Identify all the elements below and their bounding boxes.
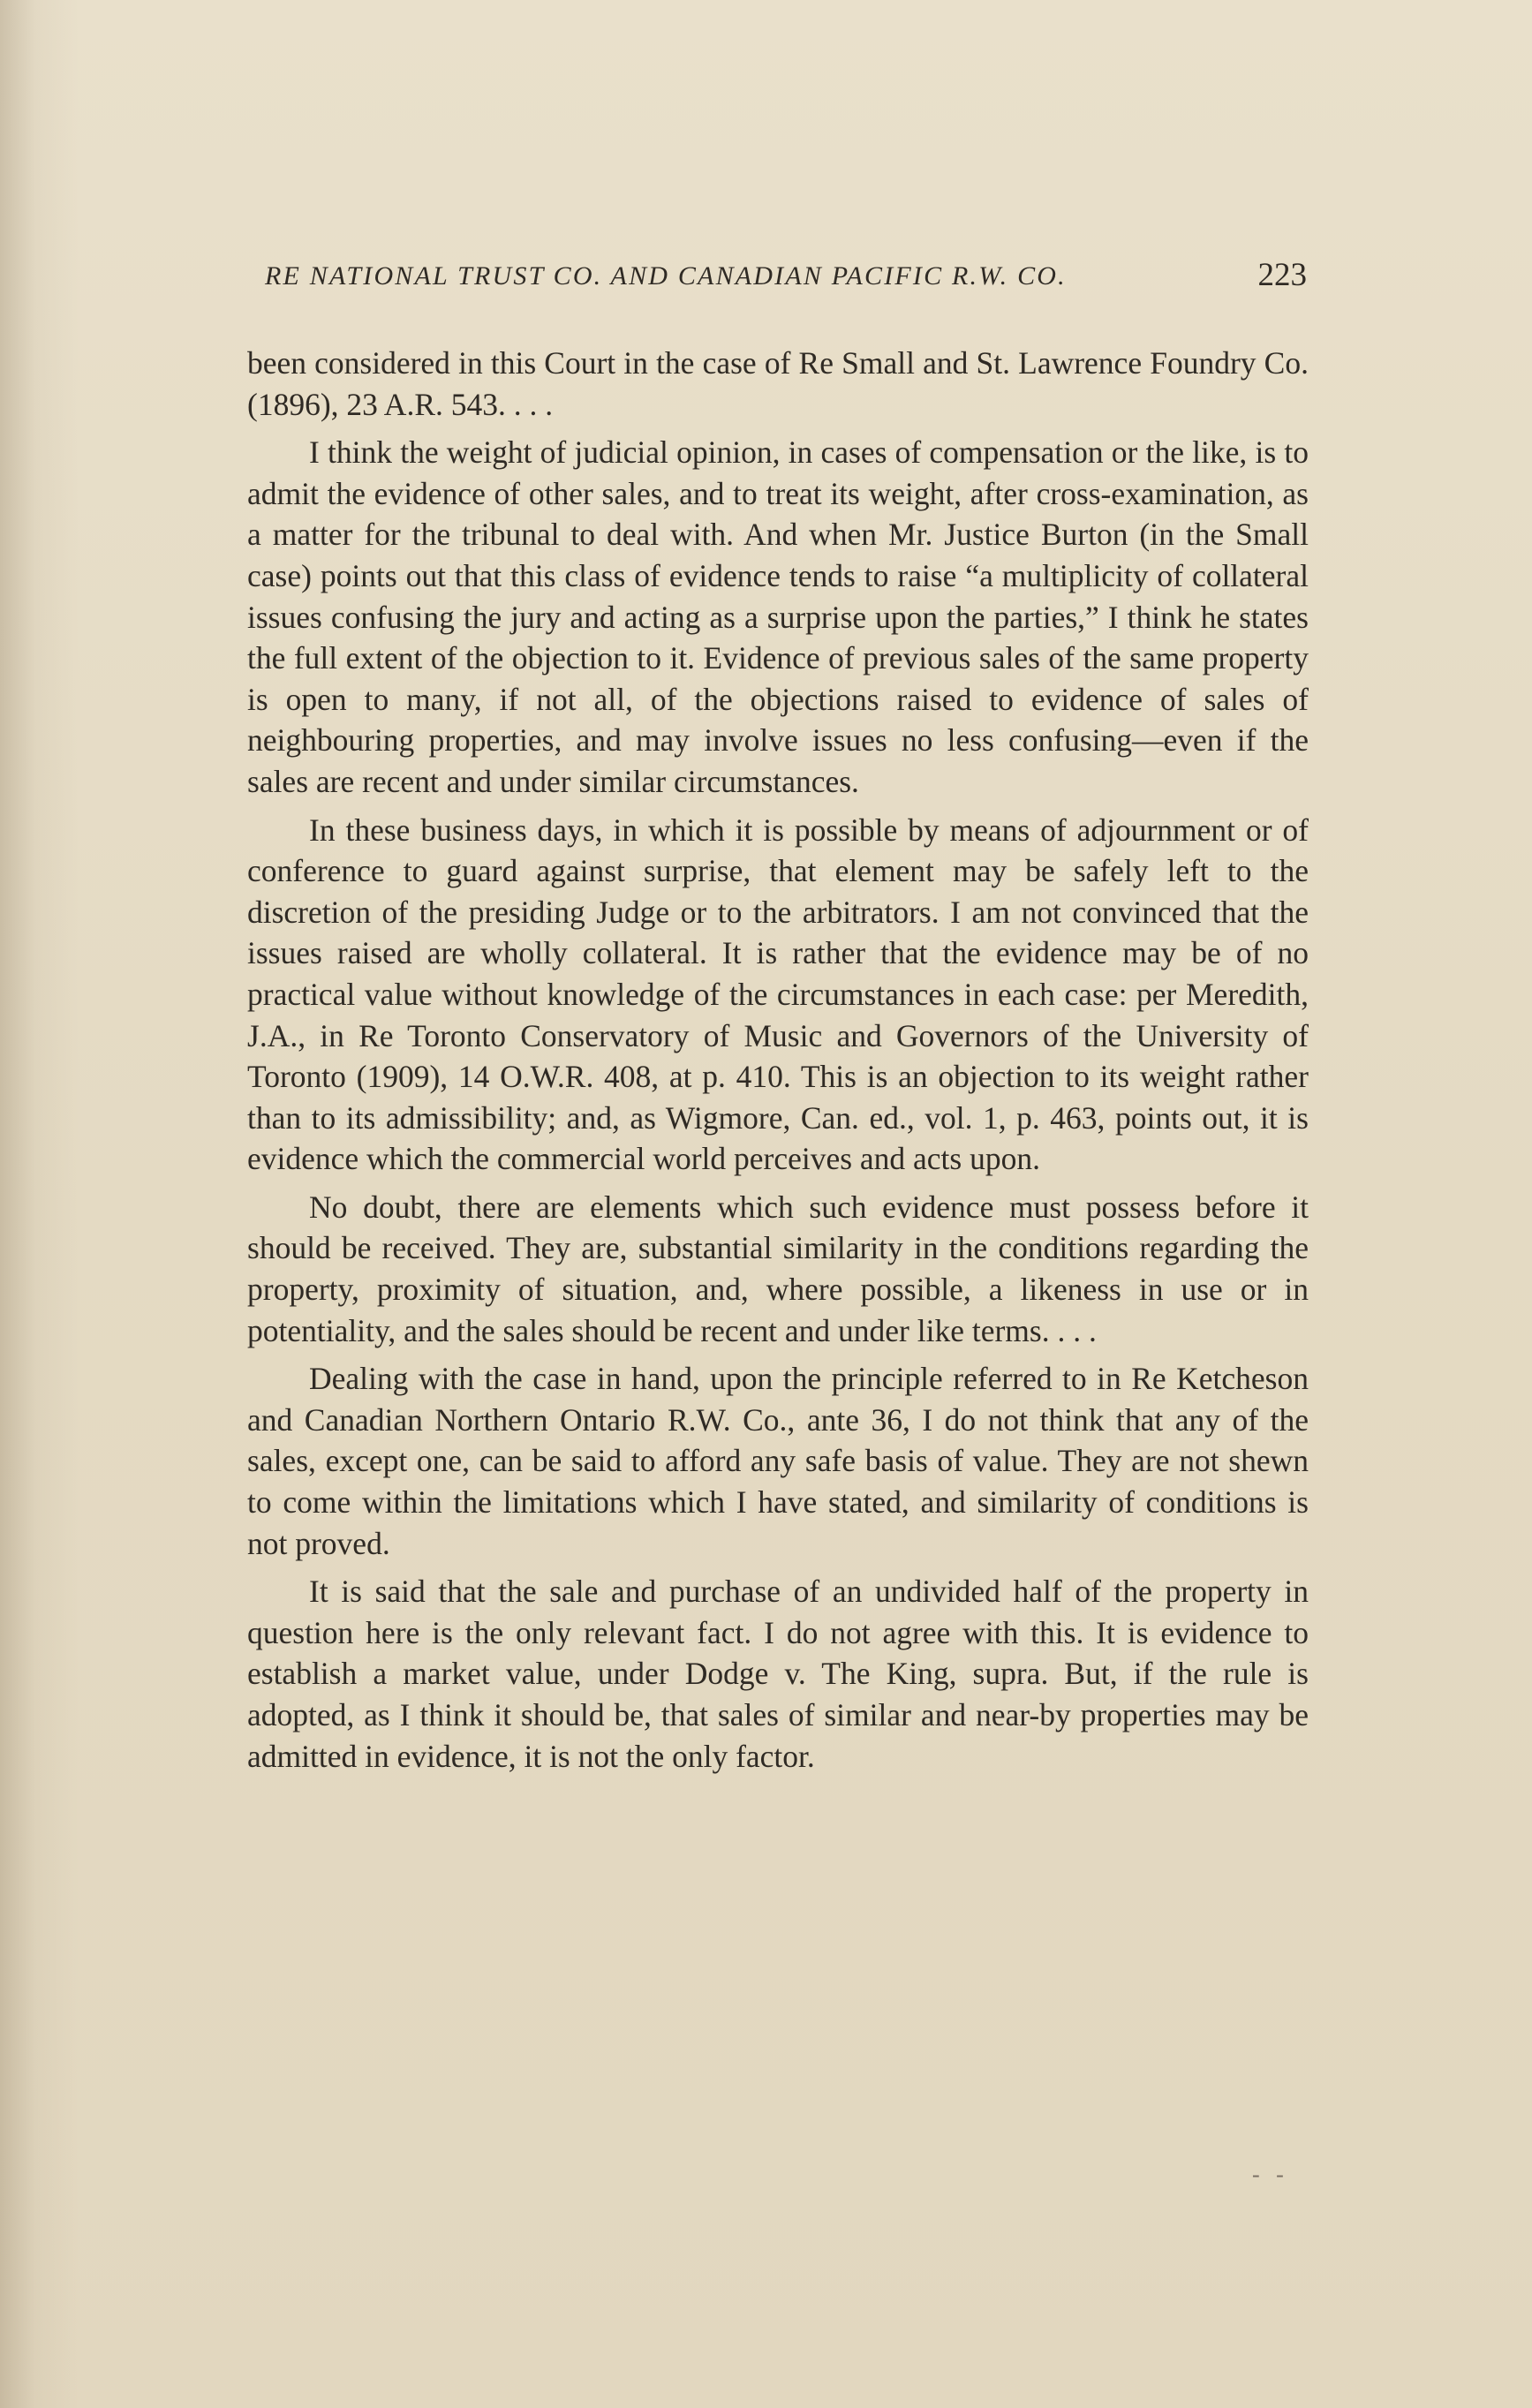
running-head-title: RE NATIONAL TRUST CO. AND CANADIAN PACIFIC R.W. CO.	[265, 261, 1067, 291]
paragraph: No doubt, there are elements which such evidence must possess before it should be received. They are, substantial similarity in the conditions regarding the property, proximity of situation, and, where possible, a likeness in use or in potentiality, and the sales should be recent and under like terms. . . .	[247, 1189, 1309, 1348]
body-text	[247, 343, 1309, 1784]
running-head	[265, 257, 1307, 306]
paragraph: It is said that the sale and purchase of an undivided half of the property in question here is the only relevant fact. I do not agree with this. It is evidence to establish a market value, under Dodge v. The King, supra. But, if the rule is adopted, as I think it should be, that sales of similar and near-by properties may be admitted in evidence, it is not the only factor.	[247, 1574, 1309, 1774]
trailing-mark: - -	[1252, 2162, 1289, 2187]
paragraph: I think the weight of judicial opinion, in cases of compensation or the like, is to admit the evidence of other sales, and to treat its weight, after cross-examination, as a matter for the tribunal to deal with. And when Mr. Justice Burton (in the Small case) points out that this class of evidence tends to raise “a multiplicity of collateral issues confusing the jury and acting as a surprise upon the parties,” I think he states the full extent of the objection to it. Evidence of previous sales of the same property is open to many, if not all, of the objections raised to evidence of sales of neighbouring properties, and may involve issues no less confusing—even if the sales are recent and under similar circumstances.	[247, 434, 1309, 799]
paragraph-continuation: been considered in this Court in the case of Re Small and St. Lawrence Foundry Co. (1896), 23 A.R. 543. . . .	[247, 345, 1309, 422]
page-number: 223	[1257, 257, 1307, 293]
paragraph: Dealing with the case in hand, upon the principle referred to in Re Ketcheson and Canadian Northern Ontario R.W. Co., ante 36, I do not think that any of the sales, except one, can be said to afford any safe basis of value. They are not shewn to come within the limitations which I have stated, and similarity of conditions is not proved.	[247, 1361, 1309, 1561]
paragraph: In these business days, in which it is possible by means of adjournment or of conference to guard against surprise, that element may be safely left to the discretion of the presiding Judge or to the arbitrators. I am not convinced that the issues raised are wholly collateral. It is rather that the evidence may be of no practical value without knowledge of the circumstances in each case: per Meredith, J.A., in Re Toronto Conservatory of Music and Governors of the University of Toronto (1909), 14 O.W.R. 408, at p. 410. This is an objection to its weight rather than to its admissibility; and, as Wigmore, Can. ed., vol. 1, p. 463, points out, it is evidence which the commercial world perceives and acts upon.	[247, 811, 1309, 1177]
